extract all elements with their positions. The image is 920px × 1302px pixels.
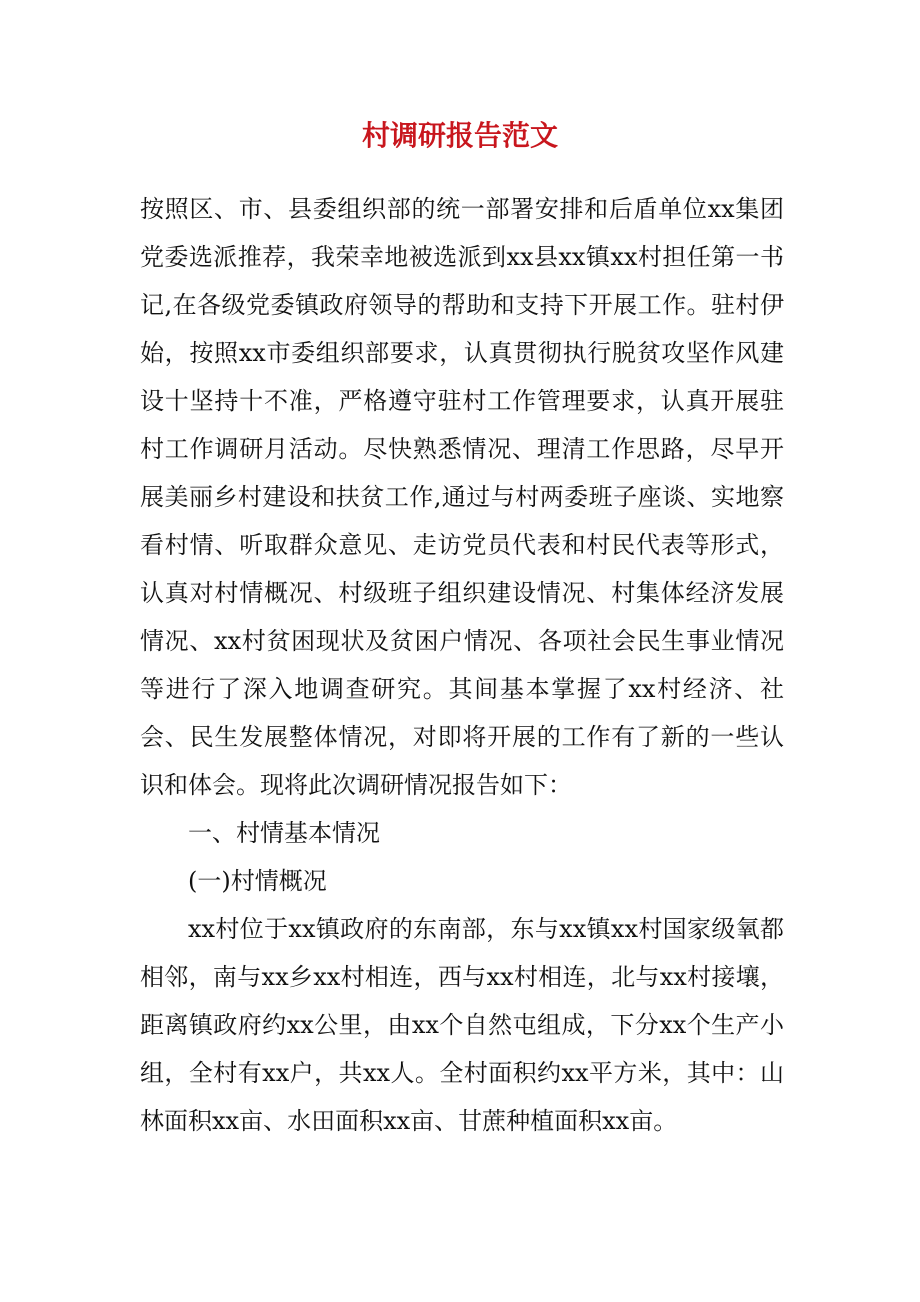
section-heading: 一、村情基本情况 [188, 819, 380, 847]
document-title: 村调研报告范文 [361, 119, 558, 152]
overview-paragraph: xx村位于xx镇政府的东南部，东与xx镇xx村国家级氧都相邻，南与xx乡xx村相连，西与xx村相连，北与xx村接壤，距离镇政府约xx公里，由xx个自然屯组成，下分xx个生产小组，全村有xx户，共xx人。全村面积约xx平方米，其中：山林面积xx亩、水田面积xx亩、甘蔗种植面积xx亩。 [140, 915, 784, 1135]
intro-paragraph: 按照区、市、县委组织部的统一部署安排和后盾单位xx集团党委选派推荐，我荣幸地被选派到xx县xx镇xx村担任第一书记,在各级党委镇政府领导的帮助和支持下开展工作。驻村伊始，按照xx市委组织部要求，认真贯彻执行脱贫攻坚作风建设十坚持十不准，严格遵守驻村工作管理要求，认真开展驻村工作调研月活动。尽快熟悉情况、理清工作思路，尽早开展美丽乡村建设和扶贫工作,通过与村两委班子座谈、实地察看村情、听取群众意见、走访党员代表和村民代表等形式，认真对村情概况、村级班子组织建设情况、村集体经济发展情况、xx村贫困现状及贫困户情况、各项社会民生事业情况等进行了深入地调查研究。其间基本掌握了xx村经济、社会、民生发展整体情况，对即将开展的工作有了新的一些认识和体会。现将此次调研情况报告如下： [140, 195, 784, 799]
subsection-heading: (一)村情概况 [188, 867, 327, 895]
